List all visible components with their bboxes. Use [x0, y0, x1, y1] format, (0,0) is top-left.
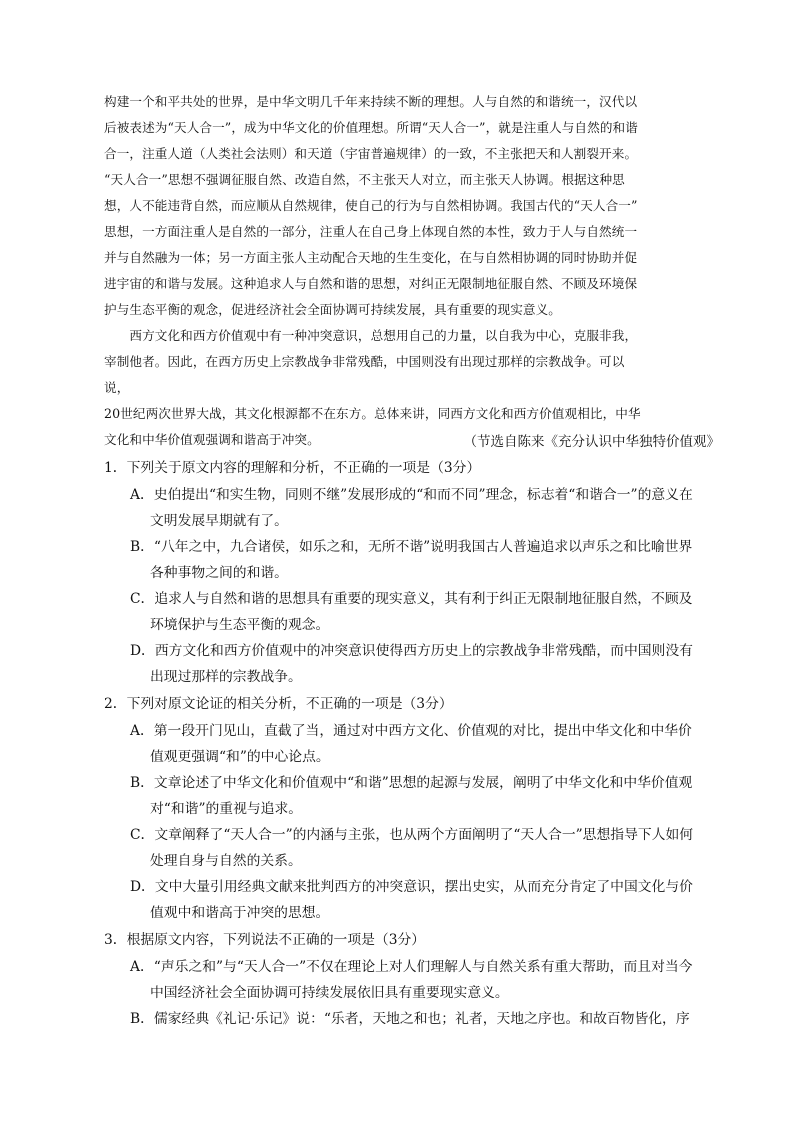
passage-line: 构建一个和平共处的世界，是中华文明几千年来持续不断的理想。人与自然的和谐统一，汉代以	[104, 94, 638, 109]
question-3-option-b: B．儒家经典《礼记·乐记》说：“乐者，天地之和也；礼者，天地之序也。和故百物皆化，序	[130, 1011, 690, 1027]
question-2-option-c-cont: 处理自身与自然的关系。	[150, 853, 302, 869]
question-1-option-c: C．追求人与自然和谐的思想具有重要的现实意义，其有利于纠正无限制地征服自然，不顾及	[130, 591, 693, 607]
question-2-option-d-cont: 值观中和谐高于冲突的思想。	[150, 905, 330, 921]
question-2-option-b: B．文章论述了中华文化和价值观中“和谐”思想的起源与发展，阐明了中华文化和中华价值观	[130, 775, 693, 791]
question-1-option-b-cont: 各种事物之间的和谐。	[150, 565, 288, 581]
passage-source: （节选自陈来《充分认识中华独特价值观》	[463, 434, 720, 450]
question-3-option-a-cont: 中国经济社会全面协调可持续发展依旧具有重要现实意义。	[150, 985, 509, 1001]
question-1-option-a-cont: 文明发展早期就有了。	[150, 513, 288, 529]
question-1-option-c-cont: 环境保护与生态平衡的观念。	[150, 617, 330, 633]
question-2-option-c: C．文章阐释了“天人合一”的内涵与主张，也从两个方面阐明了“天人合一”思想指导下人如何	[130, 827, 694, 843]
question-2-option-a: A．第一段开门见山，直截了当，通过对中西方文化、价值观的对比，提出中华文化和中华价	[130, 723, 692, 739]
passage-line: “天人合一”思想不强调征服自然、改造自然，不主张天人对立，而主张天人协调。根据这种思	[104, 172, 625, 187]
question-2-option-b-cont: 对“和谐”的重视与追求。	[150, 801, 303, 817]
question-3-stem: 3．根据原文内容，下列说法不正确的一项是（3分）	[104, 932, 426, 948]
question-2-option-d: D．文中大量引用经典文献来批判西方的冲突意识，摆出史实，从而充分肯定了中国文化与价	[130, 879, 693, 895]
passage-line: 说，	[104, 380, 130, 395]
question-1-option-b: B．“八年之中，九合诸侯，如乐之和，无所不谐”说明我国古人普遍追求以声乐之和比喻世界	[130, 539, 693, 555]
passage-line: 文化和中华价值观强调和谐高于冲突。	[104, 432, 320, 447]
question-1-option-a: A．史伯提出“和实生物，同则不继”发展形成的“和而不同”理念，标志着“和谐合一”的意义在	[130, 487, 693, 503]
passage-line: 20世纪两次世界大战，其文化根源都不在东方。总体来讲，同西方文化和西方价值观相比，中华	[104, 406, 641, 421]
question-2-option-a-cont: 值观更强调“和”的中心论点。	[150, 749, 330, 765]
passage-line: 想，人不能违背自然，而应顺从自然规律，使自己的行为与自然相协调。我国古代的“天人合一”	[104, 198, 638, 213]
passage-line: 后被表述为“天人合一”，成为中华文化的价值理想。所谓“天人合一”，就是注重人与自然的和谐	[104, 120, 638, 135]
passage-line: 护与生态平衡的观念，促进经济社会全面协调可持续发展，具有重要的现实意义。	[104, 302, 561, 317]
passage-line: 思想，一方面注重人是自然的一部分，注重人在自己身上体现自然的本性，致力于人与自然统一	[104, 224, 638, 239]
passage-line: 并与自然融为一体；另一方面主张人主动配合天地的生生变化，在与自然相协调的同时协助并促	[104, 250, 638, 265]
passage-line: 宰制他者。因此，在西方历史上宗教战争非常残酷，中国则没有出现过那样的宗教战争。可以	[104, 354, 625, 369]
question-3-option-a: A．“声乐之和”与“天人合一”不仅在理论上对人们理解人与自然关系有重大帮助，而且对当今	[130, 959, 693, 975]
question-1-option-d: D．西方文化和西方价值观中的冲突意识使得西方历史上的宗教战争非常残酷，而中国则没有	[130, 643, 693, 659]
question-2-stem: 2．下列对原文论证的相关分析，不正确的一项是（3分）	[104, 696, 453, 712]
question-1-option-d-cont: 出现过那样的宗教战争。	[150, 669, 302, 685]
passage-line: 合一，注重人道（人类社会法则）和天道（宇宙普遍规律）的一致，不主张把天和人割裂开来。	[104, 146, 638, 161]
question-1-stem: 1．下列关于原文内容的理解和分析，不正确的一项是（3分）	[104, 460, 481, 476]
passage-line: 西方文化和西方价值观中有一种冲突意识，总想用自己的力量，以自我为中心，克服非我，	[104, 328, 638, 343]
passage-line: 进宇宙的和谐与发展。这种追求人与自然和谐的思想，对纠正无限制地征服自然、不顾及环境保	[104, 276, 638, 291]
